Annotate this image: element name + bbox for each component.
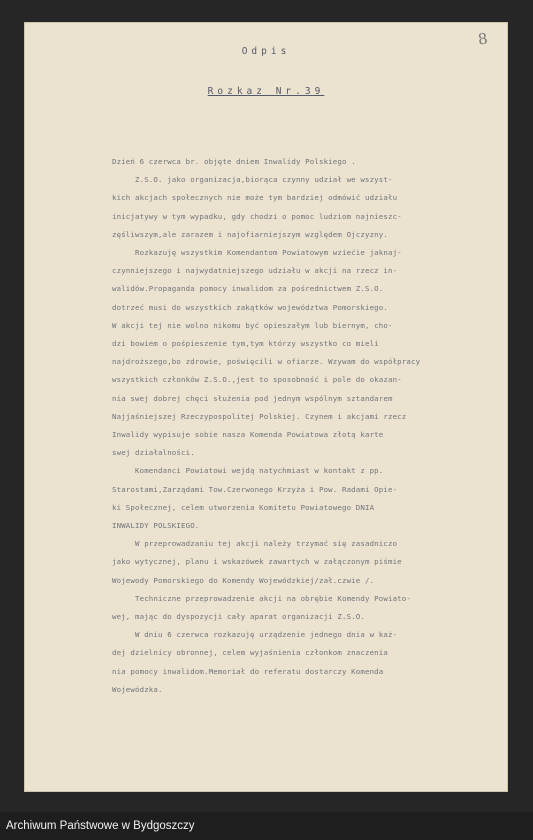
document-page <box>24 22 508 792</box>
document-line: czynniejszego i najwydatniejszego udziału w akcji na rzecz in- <box>112 266 398 276</box>
document-line: nia pomocy inwalidom.Memoriał do referatu dostarczy Komenda <box>112 666 384 676</box>
document-line: dotrzeć musi do wszystkich zakątków województwa Pomorskiego. <box>112 302 388 312</box>
document-line: inicjatywy w tym wypadku, gdy chodzi o pomoc ludziom najnieszc- <box>112 211 402 221</box>
document-line: W dniu 6 czerwca rozkazuję urządzenie jednego dnia w każ- <box>112 630 398 640</box>
document-line: Dzień 6 czerwca br. objęte dniem Inwalidy Polskiego . <box>112 157 356 166</box>
document-line: W akcji tej nie wolno nikomu być opieszałym lub biernym, cho- <box>112 320 393 330</box>
document-line: ki Społecznej, celem utworzenia Komitetu Powiatowego DNIA <box>112 502 375 512</box>
document-line: wej, mając do dyspozycji cały aparat organizacji Z.S.O. <box>112 612 365 622</box>
document-line: INWALIDY POLSKIEGO. <box>112 521 200 531</box>
document-line: jako wytycznej, planu i wskazówek zawartych w załączonym piśmie <box>112 557 402 567</box>
page-number-mark: 8 <box>477 29 490 49</box>
document-line: nia swej dobrej chęci służenia pod jednym wspólnym sztandarem <box>112 393 393 403</box>
order-title: Rozkaz Nr.39 <box>207 86 325 97</box>
document-line: Rozkazuję wszystkim Komendantom Powiatowym wziećie jaknaj- <box>112 248 402 258</box>
document-line: wszystkich członków Z.S.O.,jest to sposobność i pole do okazan- <box>112 375 402 385</box>
document-line: najdroższego,bo zdrowie, poświęcili w ofiarze. Wzywam do współpracy <box>112 357 421 367</box>
document-line: Starostami,Zarządami Tow.Czerwonego Krzyża i Pow. Radami Opie- <box>112 484 398 494</box>
document-line: kich akcjach społecznych nie może tym bardziej odmówić udziału <box>112 193 398 203</box>
document-line: dej dzielnicy obronnej, celem wyjaśnienia członkom znaczenia <box>112 648 388 658</box>
document-line: Techniczne przeprowadzenie akcji na obrębie Komendy Powiato- <box>112 593 411 603</box>
document-body <box>112 153 502 699</box>
document-line: zęśliwszym,ale zarazem i najofiarniejszym względem Ojczyzny. <box>112 229 388 239</box>
document-line: W przeprowadzaniu tej akcji należy trzymać się zasadniczo <box>112 539 398 549</box>
document-line: swej działalności. <box>112 448 195 458</box>
document-line: Z.S.O. jako organizacja,biorąca czynny udział we wszyst- <box>112 175 393 185</box>
document-line: dzi bowiem o pośpieszenie tym,tym którzy wszystko co mieli <box>112 339 379 349</box>
document-line: Inwalidy wypisuje sobie nasza Komenda Powiatowa złotą karte <box>112 430 384 440</box>
document-line: Wojewody Pomorskiego do Komendy Wojewódzkiej/zał.czwie /. <box>112 575 375 585</box>
document-line: Komendanci Powiatowi wejdą natychmiast w kontakt z pp. <box>112 466 384 476</box>
copy-label: Odpis <box>241 46 291 57</box>
archive-footer <box>0 812 533 840</box>
document-line: walidów.Propaganda pomocy inwalidom za pośrednictwem Z.S.O. <box>112 284 384 294</box>
archive-name: Archiwum Państwowe w Bydgoszczy <box>6 820 195 832</box>
document-line: Najjaśniejszej Rzeczypospolitej Polskiej. Czynem i akcjami rzecz <box>112 411 407 421</box>
document-line: Wojewódzka. <box>112 684 163 694</box>
